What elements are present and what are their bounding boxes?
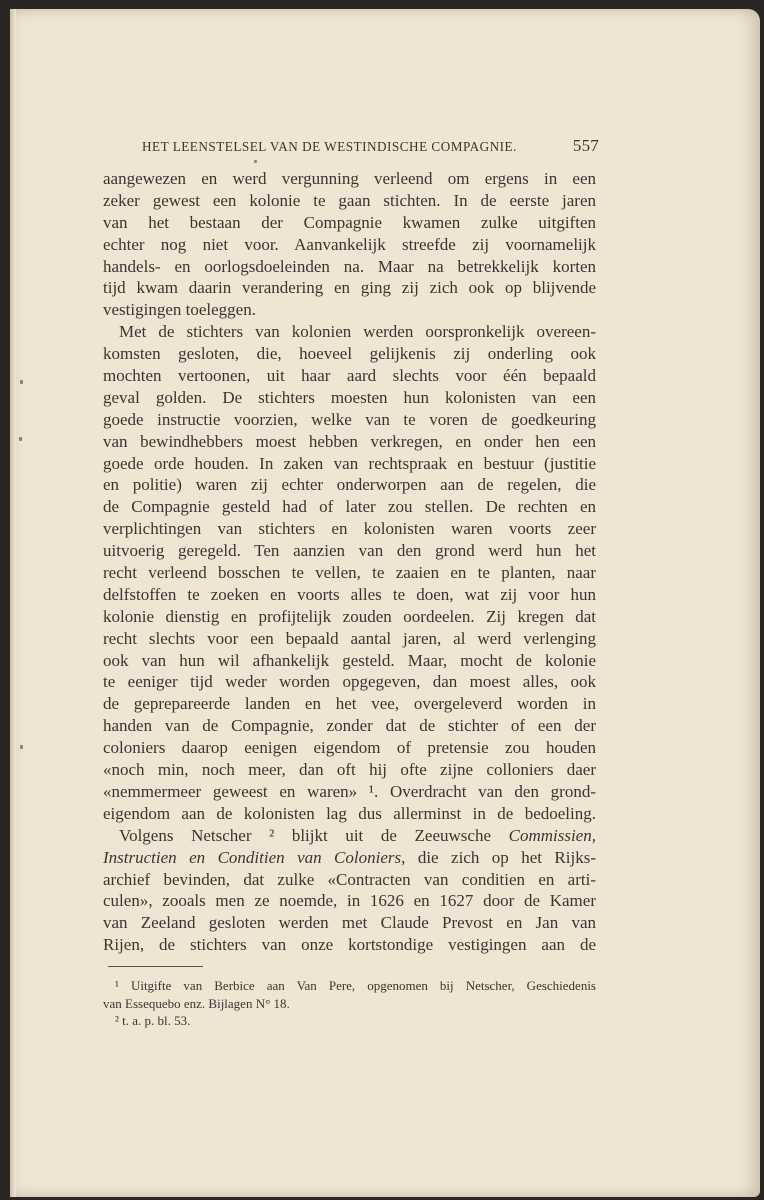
body-text	[103, 168, 596, 956]
text-line: vestigingen toeleggen.	[103, 300, 256, 320]
text-line: recht slechts voor een bepaald aantal jaren, al werd verlenging	[103, 628, 596, 648]
footnote-line: ² t. a. p. bl. 53.	[115, 1013, 191, 1028]
text-line: te eeniger tijd weder worden opgegeven, dan moest alles, ook	[103, 672, 596, 692]
footnotes	[103, 977, 596, 1030]
text-line: Rijen, de stichters van onze kortstondige vestigingen aan de	[103, 935, 596, 955]
text-line: Instructien en Conditien van Coloniers, die zich op het Rijks-	[103, 847, 596, 867]
text-line: geval golden. De stichters moesten hun kolonisten van een	[103, 387, 596, 407]
page-number: 557	[572, 136, 599, 155]
text-line: handels- en oorlogsdoeleinden na. Maar na betrekkelijk korten	[103, 256, 596, 276]
margin-speck	[20, 380, 23, 384]
text-line: Volgens Netscher ² blijkt uit de Zeeuwsche Commissien,	[119, 825, 596, 845]
text-line: recht verleend bosschen te vellen, te zaaien en te planten, naar	[103, 563, 596, 583]
text-line: komsten gesloten, die, hoeveel gelijkenis zij onderling ook	[103, 344, 596, 364]
running-header-title: HET LEENSTELSEL VAN DE WESTINDISCHE COMPAGNIE.	[142, 139, 517, 154]
running-header	[142, 136, 599, 156]
text-line: aangewezen en werd vergunning verleend om ergens in een	[103, 169, 596, 188]
text-line: de Compagnie gesteld had of later zou stellen. De rechten en	[103, 497, 596, 517]
text-line: coloniers daarop eenigen eigendom of pretensie zou houden	[103, 738, 596, 758]
text-line: tijd kwam daarin verandering en ging zij zich ook op blijvende	[103, 278, 596, 298]
text-line: goede instructie voorzien, welke van te voren de goedkeuring	[103, 409, 596, 429]
text-line: van Zeeland gesloten werden met Claude Prevost en Jan van	[103, 913, 596, 933]
footnote-line: ¹ Uitgifte van Berbice aan Van Pere, opgenomen bij Netscher, Geschiedenis	[115, 978, 596, 993]
text-line: eigendom aan de kolonisten lag dus allerminst in de bedoeling.	[103, 803, 596, 823]
page-speck	[254, 160, 257, 163]
text-line: kolonie dienstig en profijtelijk zouden oordeelen. Zij kregen dat	[103, 606, 596, 626]
text-line: van bewindhebbers moest hebben verkregen, en onder hen een	[103, 431, 596, 451]
text-line: de geprepareerde landen en het vee, overgeleverd worden in	[103, 694, 596, 714]
page-gutter-shadow	[10, 9, 16, 1197]
text-line: verplichtingen van stichters en kolonisten waren voorts zeer	[103, 519, 596, 539]
text-line: delfstoffen te zoeken en voorts alles te doen, wat zij voor hun	[103, 584, 596, 604]
text-line: echter nog niet voor. Aanvankelijk streefde zij voornamelijk	[103, 234, 596, 254]
text-line: handen van de Compagnie, zonder dat de stichter of een der	[103, 716, 596, 736]
text-line: Met de stichters van kolonien werden oorspronkelijk overeen-	[119, 322, 596, 342]
footnote-rule	[108, 966, 203, 967]
text-line: en politie) waren zij echter onderworpen aan de regelen, die	[103, 475, 596, 495]
margin-speck	[19, 437, 22, 441]
text-line: van het bestaan der Compagnie kwamen zulke uitgiften	[103, 212, 596, 232]
footnote-line: van Essequebo enz. Bijlagen N° 18.	[103, 995, 290, 1011]
text-line: uitvoerig geregeld. Ten aanzien van den grond werd hun het	[103, 541, 596, 561]
text-line: culen», zooals men ze noemde, in 1626 en 1627 door de Kamer	[103, 891, 596, 911]
text-line: «nemmermeer geweest en waren» ¹. Overdracht van den grond-	[103, 781, 596, 801]
text-line: archief bevinden, dat zulke «Contracten van conditien en arti-	[103, 869, 596, 889]
margin-speck	[20, 745, 23, 749]
text-line: «noch min, noch meer, dan oft hij ofte zijne colloniers daer	[103, 760, 596, 780]
text-line: goede orde houden. In zaken van rechtspraak en bestuur (justitie	[103, 453, 596, 473]
text-line: zeker gewest een kolonie te gaan stichten. In de eerste jaren	[103, 190, 596, 210]
text-line: ook van hun wil afhankelijk gesteld. Maar, mocht de kolonie	[103, 650, 596, 670]
text-line: mochten vertoonen, uit haar aard slechts voor één bepaald	[103, 366, 596, 386]
